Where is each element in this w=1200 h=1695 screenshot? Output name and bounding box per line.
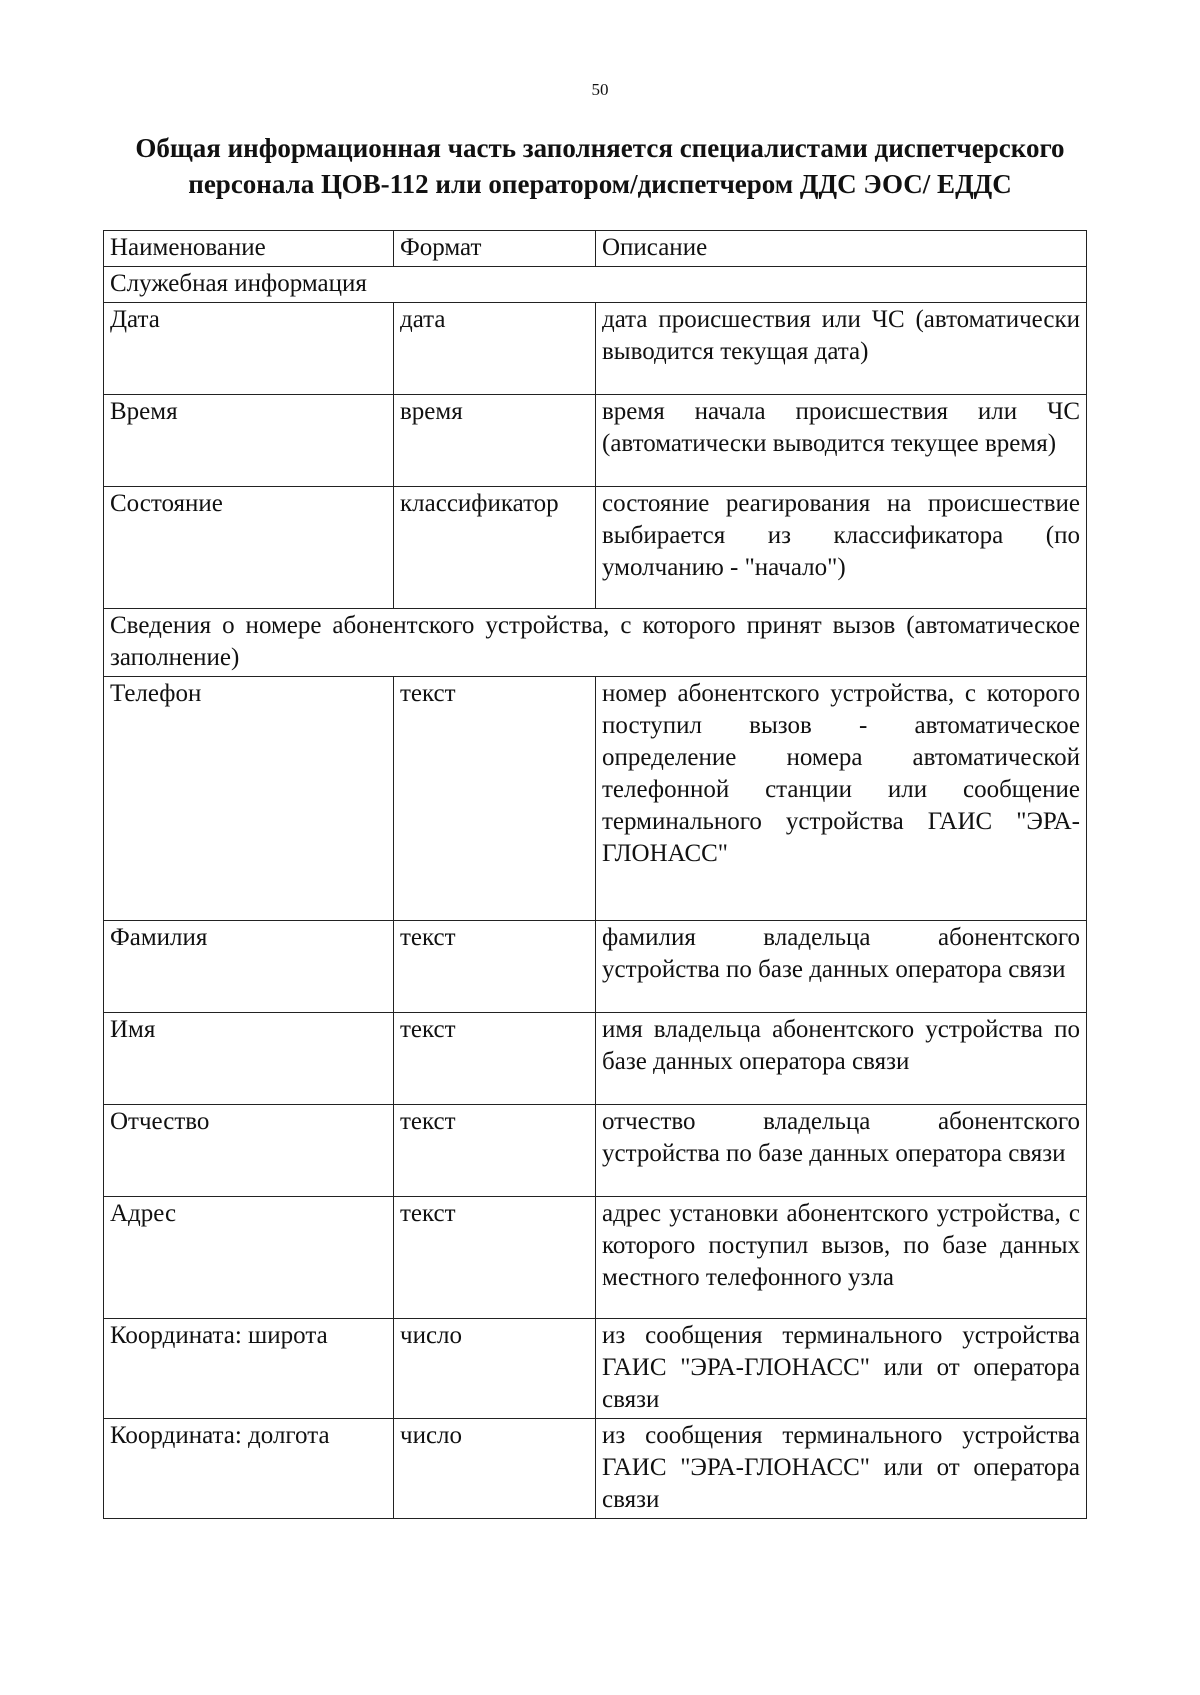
field-description-cell: номер абонентского устройства, с которого поступил вызов - автоматическое определение номера автоматической телефонной станции или сообщение терминального устройства ГАИС "ЭРА-ГЛОНАСС" xyxy=(596,677,1087,921)
table-row xyxy=(104,487,1087,609)
table-row xyxy=(104,303,1087,395)
field-format-cell: текст xyxy=(394,1197,596,1319)
page-number: 50 xyxy=(591,80,609,99)
field-description-cell: имя владельца абонентского устройства по базе данных оператора связи xyxy=(596,1013,1087,1105)
field-format-cell: число xyxy=(394,1419,596,1519)
table-row xyxy=(104,395,1087,487)
table-row xyxy=(104,921,1087,1013)
field-format-cell: дата xyxy=(394,303,596,395)
field-name-cell: Координата: широта xyxy=(104,1319,394,1419)
field-format-cell: текст xyxy=(394,921,596,1013)
field-name-cell: Состояние xyxy=(104,487,394,609)
section-row-subscriber-device xyxy=(104,609,1087,677)
table-row xyxy=(104,677,1087,921)
field-name-cell: Адрес xyxy=(104,1197,394,1319)
field-format-cell: текст xyxy=(394,677,596,921)
field-format-cell: текст xyxy=(394,1013,596,1105)
field-description-cell: адрес установки абонентского устройства, с которого поступил вызов, по базе данных местного телефонного узла xyxy=(596,1197,1087,1319)
section-title: Служебная информация xyxy=(104,267,1087,303)
table-header-row xyxy=(104,231,1087,267)
table-row xyxy=(104,1319,1087,1419)
field-format-cell: текст xyxy=(394,1105,596,1197)
field-name-cell: Дата xyxy=(104,303,394,395)
section-row-service-info xyxy=(104,267,1087,303)
field-name-cell: Фамилия xyxy=(104,921,394,1013)
field-description-cell: фамилия владельца абонентского устройства по базе данных оператора связи xyxy=(596,921,1087,1013)
header-name-cell: Наименование xyxy=(104,231,394,267)
field-name-cell: Время xyxy=(104,395,394,487)
field-description-cell: дата происшествия или ЧС (автоматически выводится текущая дата) xyxy=(596,303,1087,395)
field-format-cell: время xyxy=(394,395,596,487)
field-description-cell: состояние реагирования на происшествие выбирается из классификатора (по умолчанию - "начало") xyxy=(596,487,1087,609)
table-row xyxy=(104,1013,1087,1105)
field-description-cell: время начала происшествия или ЧС (автоматически выводится текущее время) xyxy=(596,395,1087,487)
field-format-cell: число xyxy=(394,1319,596,1419)
section-title: Сведения о номере абонентского устройства, с которого принят вызов (автоматическое заполнение) xyxy=(104,609,1087,677)
header-description-cell: Описание xyxy=(596,231,1087,267)
table-row xyxy=(104,1105,1087,1197)
info-fields-table xyxy=(103,230,1087,1519)
document-heading: Общая информационная часть заполняется специалистами диспетчерского персонала ЦОВ-112 или оператором/диспетчером ДДС ЭОС/ ЕДДС xyxy=(135,133,1065,199)
field-name-cell: Имя xyxy=(104,1013,394,1105)
field-name-cell: Телефон xyxy=(104,677,394,921)
field-name-cell: Координата: долгота xyxy=(104,1419,394,1519)
field-format-cell: классификатор xyxy=(394,487,596,609)
field-description-cell: из сообщения терминального устройства ГАИС "ЭРА-ГЛОНАСС" или от оператора связи xyxy=(596,1419,1087,1519)
table-row xyxy=(104,1197,1087,1319)
field-name-cell: Отчество xyxy=(104,1105,394,1197)
header-format-cell: Формат xyxy=(394,231,596,267)
field-description-cell: отчество владельца абонентского устройства по базе данных оператора связи xyxy=(596,1105,1087,1197)
field-description-cell: из сообщения терминального устройства ГАИС "ЭРА-ГЛОНАСС" или от оператора связи xyxy=(596,1319,1087,1419)
table-row xyxy=(104,1419,1087,1519)
